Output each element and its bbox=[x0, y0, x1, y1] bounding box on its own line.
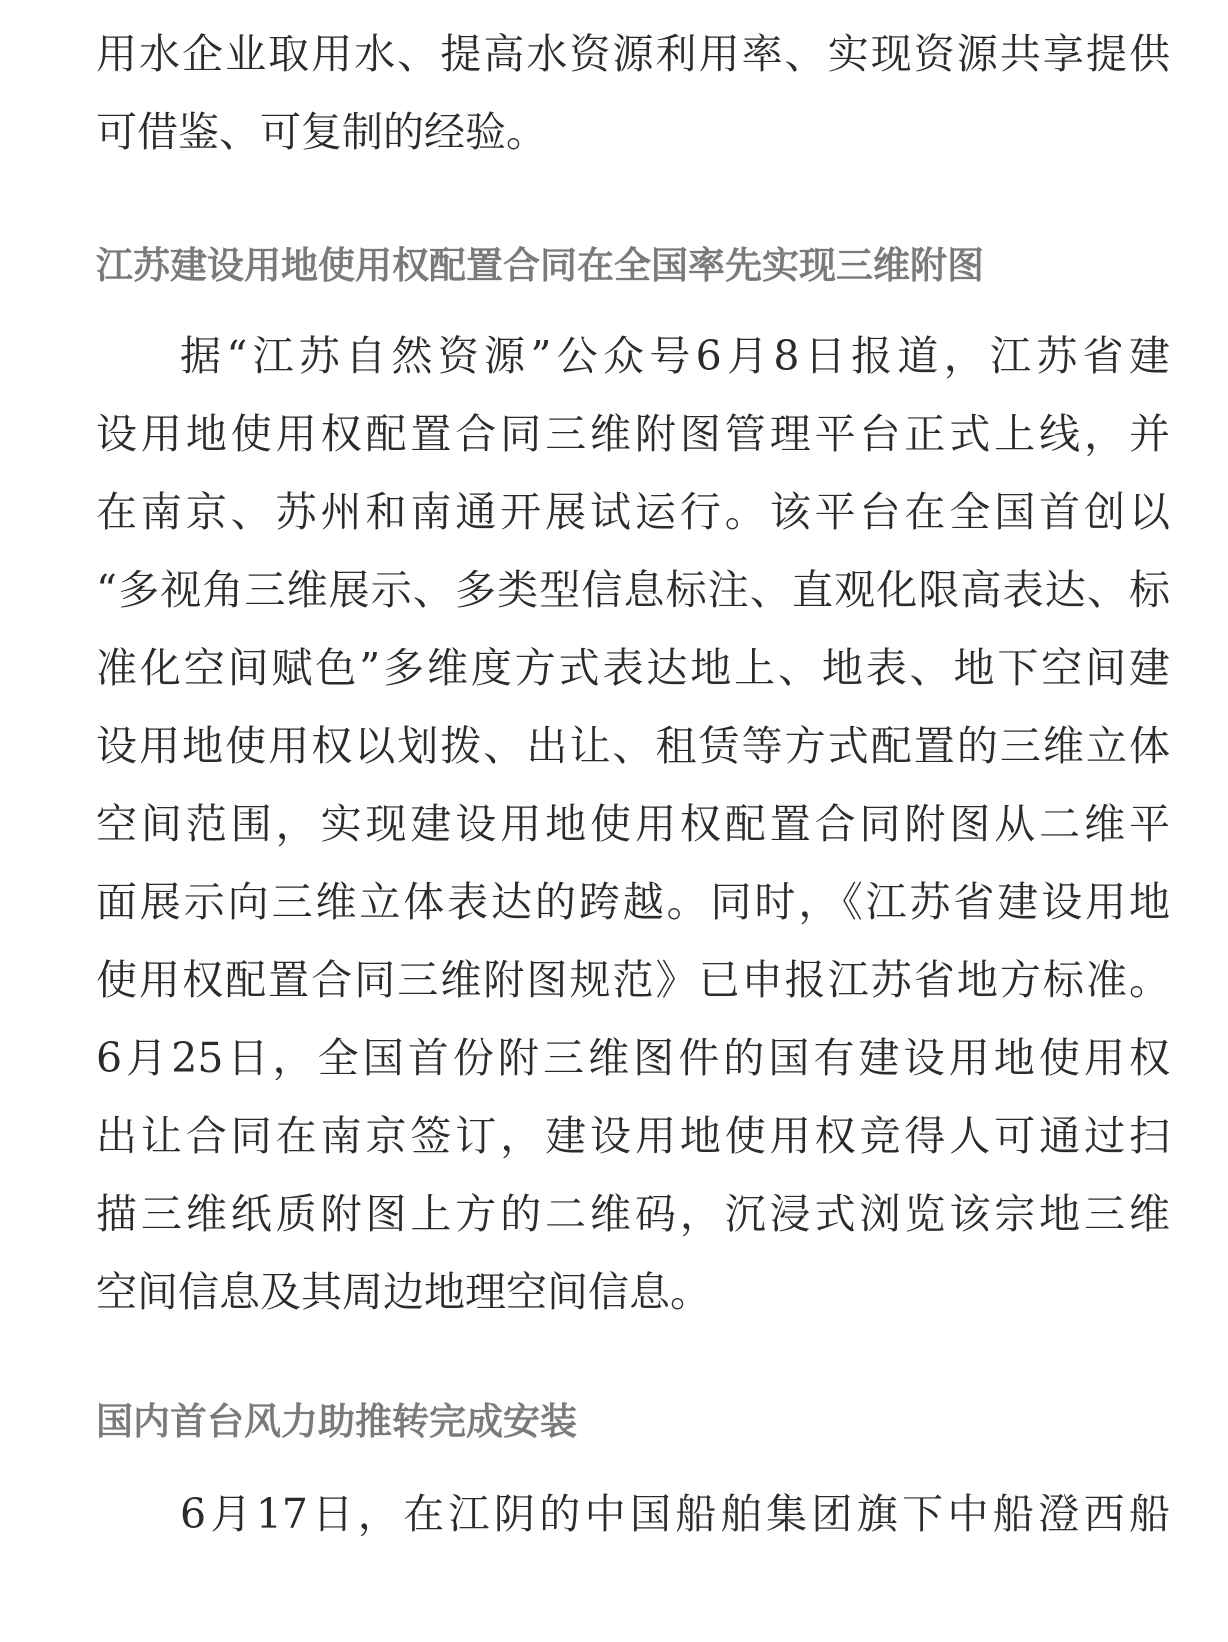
paragraph-line: 据“江苏自然资源”公众号6月8日报道，江苏省建 bbox=[180, 332, 1170, 380]
paragraph-line: 6月25日，全国首份附三维图件的国有建设用地使用权 bbox=[96, 1034, 1170, 1082]
paragraph-line: 空间范围，实现建设用地使用权配置合同附图从二维平 bbox=[96, 800, 1170, 848]
paragraph-line: 准化空间赋色”多维度方式表达地上、地表、地下空间建 bbox=[96, 644, 1170, 692]
paragraph-line: 可借鉴、可复制的经验。 bbox=[96, 108, 547, 156]
paragraph-line: “多视角三维展示、多类型信息标注、直观化限高表达、标 bbox=[96, 566, 1170, 614]
paragraph-line: 用水企业取用水、提高水资源利用率、实现资源共享提供 bbox=[96, 30, 1170, 78]
paragraph-line: 设用地使用权以划拨、出让、租赁等方式配置的三维立体 bbox=[96, 722, 1170, 770]
section-heading: 江苏建设用地使用权配置合同在全国率先实现三维附图 bbox=[96, 244, 984, 287]
paragraph-line: 描三维纸质附图上方的二维码，沉浸式浏览该宗地三维 bbox=[96, 1190, 1170, 1238]
paragraph-line: 设用地使用权配置合同三维附图管理平台正式上线，并 bbox=[96, 410, 1170, 458]
paragraph-line: 6月17日，在江阴的中国船舶集团旗下中船澄西船 bbox=[180, 1490, 1170, 1538]
paragraph-line: 使用权配置合同三维附图规范》已申报江苏省地方标准。 bbox=[96, 956, 1170, 1004]
paragraph-line: 面展示向三维立体表达的跨越。同时，《江苏省建设用地 bbox=[96, 878, 1170, 926]
paragraph-line: 空间信息及其周边地理空间信息。 bbox=[96, 1268, 711, 1316]
paragraph-line: 在南京、苏州和南通开展试运行。该平台在全国首创以 bbox=[96, 488, 1170, 536]
paragraph-line: 出让合同在南京签订，建设用地使用权竞得人可通过扫 bbox=[96, 1112, 1170, 1160]
section-heading: 国内首台风力助推转完成安装 bbox=[96, 1400, 577, 1443]
